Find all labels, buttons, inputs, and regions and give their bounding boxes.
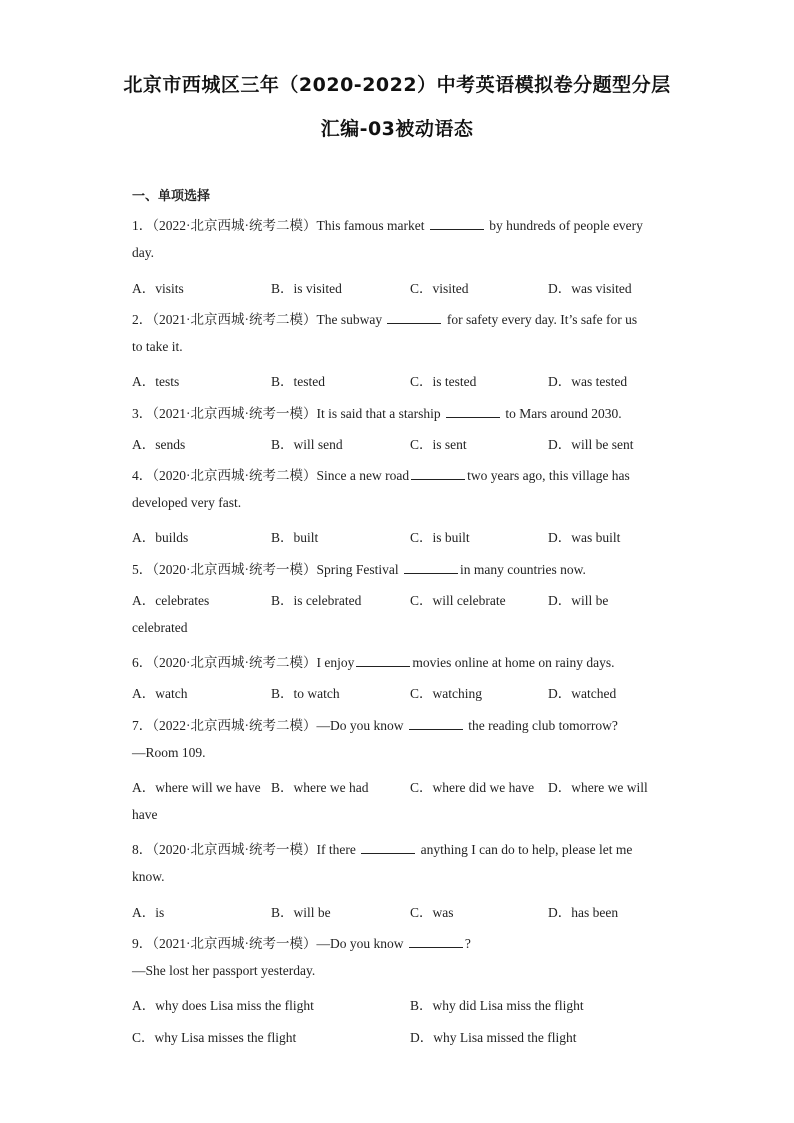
q5-option-a[interactable]: A．celebrates	[132, 593, 210, 608]
q3-option-b[interactable]: B．will send	[271, 437, 343, 452]
page-title-line2: 汇编-03被动语态	[320, 118, 474, 140]
q8-option-c[interactable]: C．was	[410, 905, 454, 920]
q8-option-d[interactable]: D．has been	[548, 905, 619, 920]
q9-option-c[interactable]: C．why Lisa misses the flight	[132, 1030, 297, 1045]
q4-option-c[interactable]: C．is built	[410, 530, 470, 545]
q8-option-b[interactable]: B．will be	[271, 905, 331, 920]
question-3: 3．（2021·北京西城·统考一模）It is said that a starship to Mars around 2030.	[132, 406, 622, 421]
q2-option-d[interactable]: D．was tested	[548, 374, 628, 389]
question-4: 4．（2020·北京西城·统考二模）Since a new road two years ago, this village has	[132, 468, 630, 483]
answer-blank[interactable]	[409, 718, 463, 730]
question-9-cont: —She lost her passport yesterday.	[132, 963, 316, 978]
question-6: 6．（2020·北京西城·统考二模）I enjoy movies online at home on rainy days.	[132, 655, 615, 670]
q5-option-b[interactable]: B．is celebrated	[271, 593, 362, 608]
q4-option-d[interactable]: D．was built	[548, 530, 621, 545]
q6-option-c[interactable]: C．watching	[410, 686, 482, 701]
q1-option-b[interactable]: B．is visited	[271, 281, 342, 296]
answer-blank[interactable]	[411, 468, 465, 480]
q1-option-d[interactable]: D．was visited	[548, 281, 632, 296]
q1-option-c[interactable]: C．visited	[410, 281, 469, 296]
q3-option-a[interactable]: A．sends	[132, 437, 186, 452]
q2-option-c[interactable]: C．is tested	[410, 374, 477, 389]
answer-blank[interactable]	[409, 936, 463, 948]
question-5: 5．（2020·北京西城·统考一模）Spring Festival in many countries now.	[132, 562, 586, 577]
question-1: 1．（2022·北京西城·统考二模）This famous market by hundreds of people every	[132, 218, 643, 233]
q7-option-b[interactable]: B．where we had	[271, 780, 369, 795]
q5-option-d[interactable]: D．will be	[548, 593, 609, 608]
question-7: 7．（2022·北京西城·统考二模）—Do you know the reading club tomorrow?	[132, 718, 618, 733]
answer-blank[interactable]	[430, 218, 484, 230]
q8-option-a[interactable]: A．is	[132, 905, 165, 920]
answer-blank[interactable]	[387, 312, 441, 324]
q1-option-a[interactable]: A．visits	[132, 281, 184, 296]
q7-option-a[interactable]: A．where will we have	[132, 780, 261, 795]
question-2-cont: to take it.	[132, 339, 183, 354]
q9-option-a[interactable]: A．why does Lisa miss the flight	[132, 998, 314, 1013]
q3-option-c[interactable]: C．is sent	[410, 437, 467, 452]
question-8: 8．（2020·北京西城·统考一模）If there anything I can do to help, please let me	[132, 842, 633, 857]
q7-option-d[interactable]: D．where we will	[548, 780, 648, 795]
section-heading: 一、单项选择	[132, 189, 211, 204]
q6-option-d[interactable]: D．watched	[548, 686, 617, 701]
question-4-cont: developed very fast.	[132, 495, 242, 510]
q3-option-d[interactable]: D．will be sent	[548, 437, 634, 452]
q6-option-a[interactable]: A．watch	[132, 686, 188, 701]
question-7-cont: —Room 109.	[132, 745, 206, 760]
answer-blank[interactable]	[404, 562, 458, 574]
answer-blank[interactable]	[446, 406, 500, 418]
q6-option-b[interactable]: B．to watch	[271, 686, 340, 701]
question-2: 2．（2021·北京西城·统考二模）The subway for safety every day. It’s safe for us	[132, 312, 638, 327]
q2-option-a[interactable]: A．tests	[132, 374, 180, 389]
answer-blank[interactable]	[361, 842, 415, 854]
q7-option-d-cont: have	[132, 807, 158, 822]
q9-option-d[interactable]: D．why Lisa missed the flight	[410, 1030, 577, 1045]
answer-blank[interactable]	[356, 655, 410, 667]
q4-option-b[interactable]: B．built	[271, 530, 319, 545]
question-9: 9．（2021·北京西城·统考一模）—Do you know ?	[132, 936, 471, 951]
question-8-cont: know.	[132, 869, 165, 884]
q5-option-d-cont: celebrated	[132, 620, 188, 635]
q5-option-c[interactable]: C．will celebrate	[410, 593, 506, 608]
question-1-cont: day.	[132, 245, 154, 260]
q2-option-b[interactable]: B．tested	[271, 374, 325, 389]
q7-option-c[interactable]: C．where did we have	[410, 780, 535, 795]
q4-option-a[interactable]: A．builds	[132, 530, 189, 545]
page-title-line1: 北京市西城区三年（2020-2022）中考英语模拟卷分题型分层	[123, 74, 671, 96]
q9-option-b[interactable]: B．why did Lisa miss the flight	[410, 998, 584, 1013]
